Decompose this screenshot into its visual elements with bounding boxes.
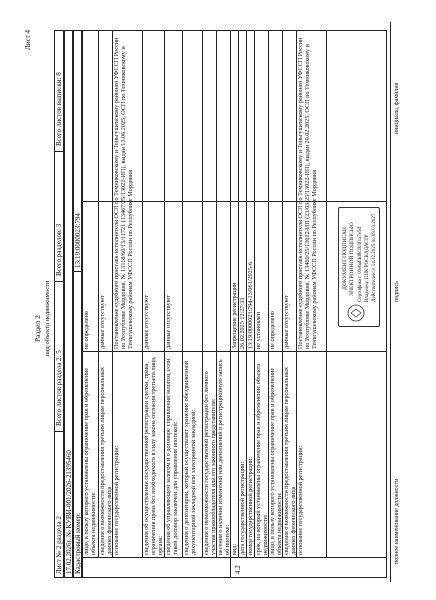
record-row-value: данные отсутствуют xyxy=(143,295,150,349)
footer-position: полное наименование должности xyxy=(394,478,400,564)
record2-row-value: Запрещение регистрации xyxy=(231,282,238,349)
record2-row-value: 13:19:0000023:794-13/061/2025-6 xyxy=(247,262,254,349)
footer-line xyxy=(390,22,391,582)
record-row-value: Постановление судебного пристава-исполнителя ОСП по Темниковскому и Теньгушевскому районам УФССП России по Республике Мордовия, № 13118/60/13/11721 (13467/25/13022-ИП), выдан 13.06.2025, ОСП по Темниковскому и Теньгушевскому районам УФССП России по Республике Мордовия xyxy=(113,37,135,349)
cad-value: 13:19:0000023:794 xyxy=(74,213,82,268)
stamp-line3: Сертификат: 00e6af4d8c2b3f1a7e5d xyxy=(358,226,363,302)
record2-row-label: основание государственной регистрации: xyxy=(297,445,304,555)
record-row-value: данные отсутствуют xyxy=(165,295,172,349)
record-row-value xyxy=(217,34,230,349)
record2-row-label: дата государственной регистрации: xyxy=(239,461,246,555)
record2-row-label: номер государственной регистрации: xyxy=(247,457,254,555)
record2-row-value: данные отсутствуют xyxy=(283,295,290,349)
date-text: 17.02.2026г. № КУВИ-001/2026-21395460 xyxy=(65,450,73,574)
row-divider xyxy=(326,30,327,558)
record2-row-value: не установлен xyxy=(255,311,262,349)
section-subtitle: вид объекта недвижимости xyxy=(44,280,51,356)
record-row-value xyxy=(203,34,216,349)
record-row-label: основание государственной регистрации: xyxy=(113,445,120,555)
record-row-label: сведения об осуществлении государственной регистрации сделки, права, ограничения права без необходимого в силу закона согласия третьего лица, органа: xyxy=(143,356,165,555)
record-row-value: данные отсутствуют xyxy=(99,295,106,349)
stamp-line2: ЭЛЕКТРОННОЙ ПОДПИСЬЮ xyxy=(349,222,355,296)
record2-row-value: не определено xyxy=(269,311,276,349)
stamp-line5: Действителен: с 14.12.2025 по 09.03.2027 xyxy=(372,213,377,302)
stamp-line4: Владелец: ППК РОСКАДАСТР xyxy=(365,234,370,302)
section-number: 4.2 xyxy=(234,565,242,574)
record2-row-label: лицо, в пользу которого установлены ограничение прав и обременение объекта недвижимости: xyxy=(269,367,284,555)
sheet-label: Лист 4 xyxy=(24,30,32,50)
record-row-label: лицо, в пользу которого установлены ограничение прав и обременение объекта недвижимости: xyxy=(83,367,98,555)
sheet-row-4: Всего листов выписки: 8 xyxy=(55,72,63,146)
record2-row-value: 26.02.2025 12:27:33 xyxy=(239,297,246,349)
signature-stamp xyxy=(338,207,380,327)
cad-label: Кадастровый номер: xyxy=(74,512,82,574)
record2-row-label: срок, на который установлены ограничение прав и обременение объекта недвижимости: xyxy=(255,363,270,555)
cad-row xyxy=(73,30,82,578)
record-row-label: сведения о невозможности государственной регистрации без личного участия правообладателя или его законного представителя: xyxy=(203,371,218,555)
record2-row-value: Постановление судебного пристава-исполнителя ОСП по Темниковскому и Теньгушевскому районам УФССП России по Республике Мордовия, № 13460/25/13022-ИП (23/03/25/13022-ИП), выдан 20.02.2025, ОСП по Темниковскому и Теньгушевскому районам УФССП России по Республике Мордовия xyxy=(297,37,319,349)
footer-initials: инициалы, фамилия xyxy=(394,82,400,134)
sheet-row-1: Лист № 2 раздела 2 xyxy=(55,516,63,574)
record-row-label: сведения об управляющем залогом и о договоре управления залогом, если такой договор заключен для управления ипотекой: xyxy=(165,358,180,555)
sheet-row-2: Всего листов раздела 2: 5 xyxy=(55,350,63,426)
stamp-line1: ДОКУМЕНТ ПОДПИСАН xyxy=(342,227,348,290)
emblem-icon xyxy=(347,304,365,322)
record-row-value xyxy=(183,34,202,349)
record-row-label: весения о наличии изменений или дополнений в регистрационную запись об ипотеке: xyxy=(217,359,232,555)
record2-row-label: вид: xyxy=(231,543,238,555)
rotated-sheet xyxy=(20,22,420,582)
record2-row-label: сведения о возможности предоставления третьим лицам персональных данных физического лица xyxy=(283,366,298,555)
record-row-label: сведения о депозитарии, который осуществляет хранение обездвиженной документарной закладной или электронной закладной: xyxy=(183,360,198,555)
section-title: Раздел 2 xyxy=(33,315,42,342)
record-row-label: сведения о возможности предоставления третьим лицам персональных данных физического лица xyxy=(99,366,114,555)
sheet-row-3: Всего разделов: 3 xyxy=(55,223,63,276)
record-row-value: не определено xyxy=(83,311,90,349)
footer-signature: подпись xyxy=(394,281,400,302)
